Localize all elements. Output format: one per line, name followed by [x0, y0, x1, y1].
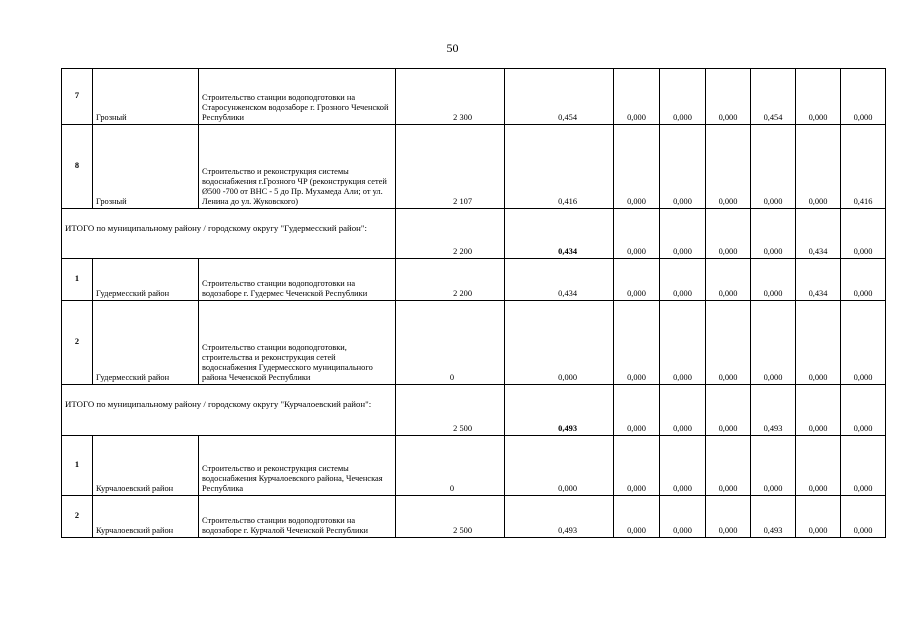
row-number: 2: [62, 301, 93, 385]
value-cell: 0,000: [841, 301, 886, 385]
table-row: [62, 259, 886, 301]
value-cell: 0,000: [614, 125, 660, 209]
table-row: [62, 125, 886, 209]
value-cell: 2 500: [396, 385, 505, 436]
value-cell: 0,000: [706, 69, 751, 125]
value-cell: 0,000: [614, 436, 660, 496]
value-cell: 0: [396, 436, 505, 496]
table-row: [62, 69, 886, 125]
description-cell: Строительство станции водоподготовки на Старосунженском водозаборе г. Грозного Чеченской Республики: [199, 69, 396, 125]
value-cell: 0,000: [751, 125, 796, 209]
total-row: [62, 385, 886, 436]
row-number: 8: [62, 125, 93, 209]
value-cell: 0,000: [841, 385, 886, 436]
value-cell: 0,000: [841, 209, 886, 259]
value-cell: 0,000: [706, 496, 751, 538]
value-cell: 0,000: [614, 69, 660, 125]
value-cell: 0,000: [706, 259, 751, 301]
value-cell: 0,000: [796, 69, 841, 125]
description-cell: Строительство и реконструкция системы водоснабжения Курчалоевского района, Чеченская Республика: [199, 436, 396, 496]
value-cell: 0,000: [751, 436, 796, 496]
value-cell: 0,000: [706, 125, 751, 209]
description-cell: Строительство станции водоподготовки на водозаборе г. Гудермес Чеченской Республики: [199, 259, 396, 301]
value-cell: 0,000: [660, 209, 706, 259]
value-cell: 0,000: [751, 209, 796, 259]
description-cell: Строительство станции водоподготовки на водозаборе г. Курчалой Чеченской Республики: [199, 496, 396, 538]
value-cell: 0,434: [505, 209, 614, 259]
value-cell: 0,000: [660, 125, 706, 209]
district-cell: Грозный: [93, 125, 199, 209]
value-cell: 0,000: [706, 436, 751, 496]
value-cell: 0,416: [841, 125, 886, 209]
value-cell: 0,000: [796, 385, 841, 436]
value-cell: 0,000: [796, 436, 841, 496]
district-cell: Гудермесский район: [93, 301, 199, 385]
value-cell: 0,493: [505, 385, 614, 436]
value-cell: 0,000: [841, 436, 886, 496]
value-cell: 0,000: [660, 385, 706, 436]
value-cell: 0,000: [751, 259, 796, 301]
value-cell: 0,493: [751, 385, 796, 436]
value-cell: 0,000: [614, 385, 660, 436]
value-cell: 0,493: [505, 496, 614, 538]
value-cell: 0,000: [706, 385, 751, 436]
value-cell: 0,000: [841, 496, 886, 538]
budget-table: [61, 68, 886, 538]
value-cell: 0,000: [614, 259, 660, 301]
value-cell: 0,000: [841, 259, 886, 301]
row-number: 2: [62, 496, 93, 538]
value-cell: 2 107: [396, 125, 505, 209]
value-cell: 0,454: [751, 69, 796, 125]
district-cell: Курчалоевский район: [93, 436, 199, 496]
value-cell: 0,000: [706, 301, 751, 385]
row-number: 1: [62, 259, 93, 301]
district-cell: Гудермесский район: [93, 259, 199, 301]
total-label: ИТОГО по муниципальному району / городскому округу "Гудермесский район":: [62, 209, 396, 259]
value-cell: 2 300: [396, 69, 505, 125]
value-cell: 0,000: [614, 209, 660, 259]
value-cell: 0,434: [796, 259, 841, 301]
description-cell: Строительство станции водоподготовки, строительства и реконструкция сетей водоснабжения Гудермесского муниципального района Чеченской Республики: [199, 301, 396, 385]
value-cell: 0,434: [796, 209, 841, 259]
value-cell: 0,000: [796, 301, 841, 385]
value-cell: 0,000: [751, 301, 796, 385]
row-number: 7: [62, 69, 93, 125]
value-cell: 0,000: [706, 209, 751, 259]
value-cell: 0,000: [505, 436, 614, 496]
row-number: 1: [62, 436, 93, 496]
district-cell: Курчалоевский район: [93, 496, 199, 538]
value-cell: 0,000: [841, 69, 886, 125]
value-cell: 0,000: [660, 301, 706, 385]
total-row: [62, 209, 886, 259]
table-row: [62, 436, 886, 496]
value-cell: 0: [396, 301, 505, 385]
value-cell: 0,000: [614, 496, 660, 538]
value-cell: 2 500: [396, 496, 505, 538]
total-label: ИТОГО по муниципальному району / городскому округу "Курчалоевский район":: [62, 385, 396, 436]
value-cell: 0,000: [796, 125, 841, 209]
table-row: [62, 496, 886, 538]
value-cell: 0,000: [614, 301, 660, 385]
value-cell: 0,454: [505, 69, 614, 125]
value-cell: 2 200: [396, 209, 505, 259]
description-cell: Строительство и реконструкция системы водоснабжения г.Грозного ЧР (реконструкция сетей Ø500 -700 от ВНС - 5 до Пр. Мухамеда Али; от ул. Ленина до ул. Жуковского): [199, 125, 396, 209]
value-cell: 0,000: [660, 69, 706, 125]
page-number: 50: [446, 41, 459, 55]
value-cell: 0,493: [751, 496, 796, 538]
value-cell: 0,000: [660, 496, 706, 538]
value-cell: 0,000: [505, 301, 614, 385]
value-cell: 0,000: [660, 259, 706, 301]
value-cell: 0,000: [796, 496, 841, 538]
value-cell: 0,434: [505, 259, 614, 301]
district-cell: Грозный: [93, 69, 199, 125]
value-cell: 0,416: [505, 125, 614, 209]
value-cell: 0,000: [660, 436, 706, 496]
table-row: [62, 301, 886, 385]
value-cell: 2 200: [396, 259, 505, 301]
